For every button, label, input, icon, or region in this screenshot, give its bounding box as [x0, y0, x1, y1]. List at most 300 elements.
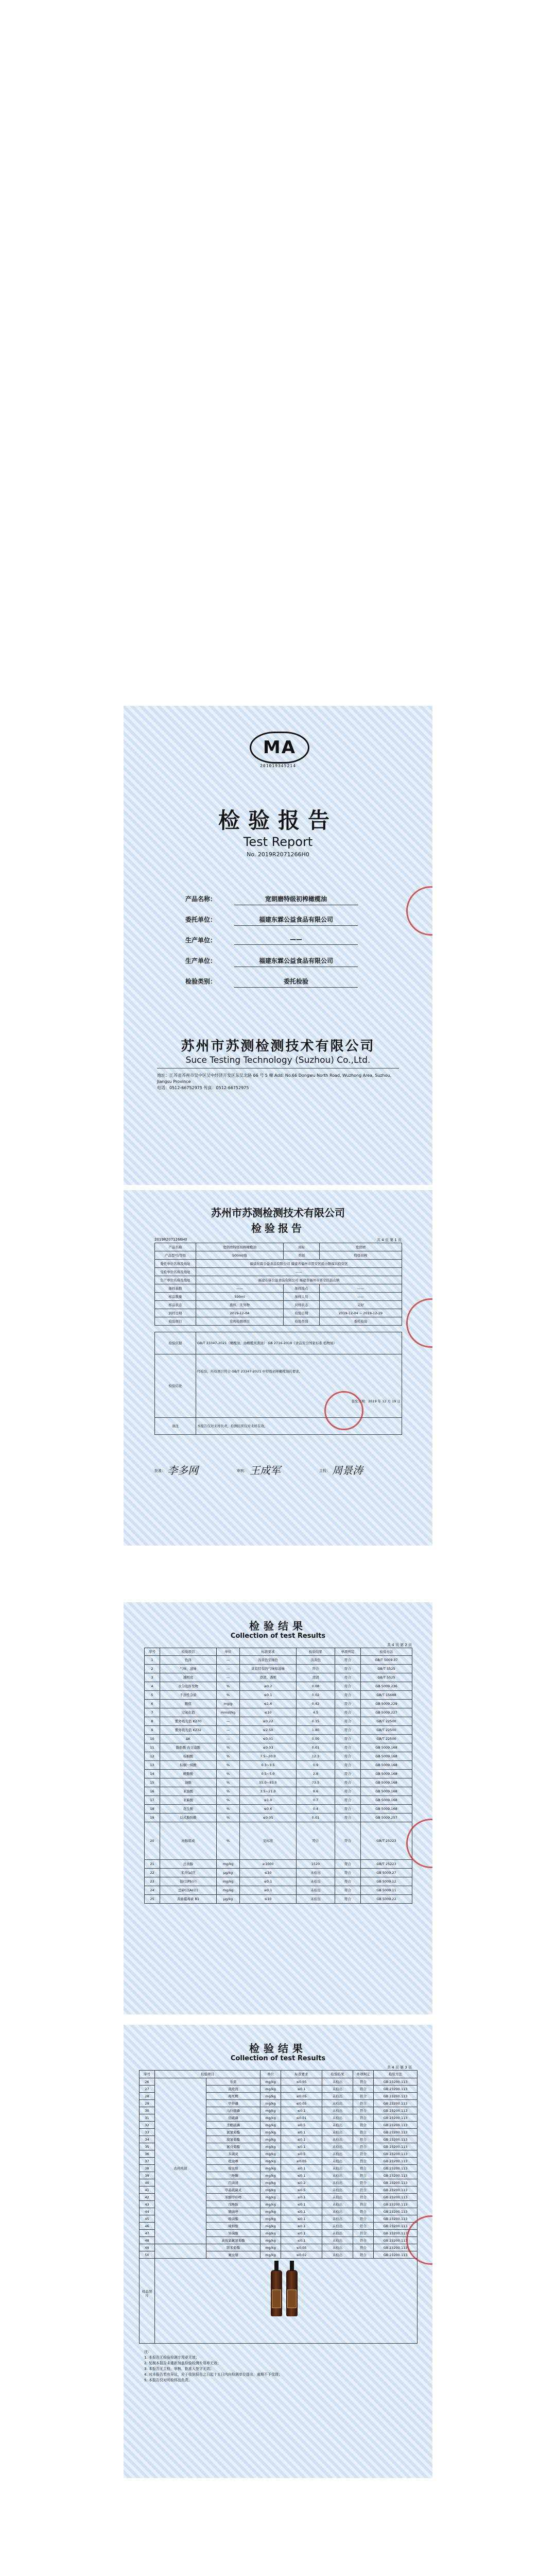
table-cell: 未检出 — [322, 2223, 353, 2230]
table-row — [145, 1726, 412, 1735]
table-cell: 1.80 — [297, 1726, 335, 1735]
table-cell: 未检出 — [297, 1886, 335, 1895]
table-cell: 24 — [145, 1886, 160, 1895]
table-cell: 40 — [140, 2179, 155, 2187]
table-row — [145, 1752, 412, 1761]
table-cell: 13 — [145, 1761, 160, 1770]
table-cell: mg/kg — [260, 2093, 281, 2100]
table-cell: 41 — [140, 2187, 155, 2194]
table-cell: 未检出 — [322, 2100, 353, 2107]
summary-value: 2019-12-04 ~ 2019-12-19 — [320, 1309, 402, 1317]
report-number: No. 2019R2071266H0 — [247, 851, 309, 858]
table-cell: mg/kg — [260, 2136, 281, 2143]
table-cell: 37 — [140, 2158, 155, 2165]
table-cell: mg/kg — [260, 2150, 281, 2158]
table-cell: mg/kg — [260, 2230, 281, 2237]
table-cell: ≤0.6 — [240, 1805, 297, 1814]
table-cell: 36 — [140, 2150, 155, 2158]
table-row — [145, 1770, 412, 1778]
column-header: 检验项目 — [160, 1648, 217, 1656]
table-cell: GB 5009.22 — [361, 1895, 412, 1904]
table-cell: 符合 — [335, 1869, 361, 1877]
table-cell: 2.8 — [297, 1770, 335, 1778]
table-cell: % — [217, 1805, 240, 1814]
table-cell: 0.01 — [297, 1814, 335, 1822]
table-row — [145, 1708, 412, 1717]
table-cell: 7.5~20.0 — [240, 1752, 297, 1761]
results-title-en: Collection of test Results — [230, 2055, 326, 2062]
table-cell: ≤0.1 — [281, 2086, 322, 2093]
table-cell: 22 — [145, 1869, 160, 1877]
basis-table — [154, 1332, 402, 1435]
approver-label: 批准： — [154, 1469, 165, 1473]
table-cell: 符合 — [353, 2244, 374, 2251]
table-cell: 未检出 — [322, 2093, 353, 2100]
table-cell: 符合 — [353, 2223, 374, 2230]
table-cell: 符合 — [353, 2136, 374, 2143]
table-cell: 腈菌唑 — [206, 2208, 260, 2215]
table-cell: GB 5009.168 — [361, 1805, 412, 1814]
table-cell: 9 — [145, 1726, 160, 1735]
table-cell: 8.6 — [297, 1787, 335, 1796]
summary-label: 检验类别 — [284, 1317, 320, 1326]
table-cell: GB 5009.236 — [361, 1682, 412, 1691]
table-cell: 未检出 — [322, 2251, 353, 2259]
table-cell: ≤0.1 — [281, 2215, 322, 2223]
table-cell: GB 23200.113 — [374, 2194, 418, 2201]
table-cell: 34 — [140, 2136, 155, 2143]
table-cell: mg/kg — [217, 1886, 240, 1895]
column-header: 标准要求 — [281, 2071, 322, 2078]
table-cell: 符合 — [353, 2150, 374, 2158]
table-cell: GB 23200.113 — [374, 2223, 418, 2230]
table-cell: 高效氯氟氰菊酯 — [206, 2237, 260, 2244]
table-cell: 棕榈酸 — [160, 1752, 217, 1761]
table-cell: 符合 — [353, 2215, 374, 2223]
field-value: 福建东霖公益食品有限公司 — [234, 956, 358, 967]
table-cell: 未检出 — [322, 2215, 353, 2223]
table-cell: 符合 — [335, 1726, 361, 1735]
table-cell: 吡虫啉 — [206, 2158, 260, 2165]
table-cell: ≤0.02 — [281, 2251, 322, 2259]
table-cell: GB/T 22500 — [361, 1726, 412, 1735]
summary-value: 液体，无异物 — [196, 1301, 284, 1309]
table-cell: 异菌脲 — [206, 2230, 260, 2237]
table-cell: mg/kg — [260, 2129, 281, 2136]
column-header: 检验项目 — [155, 2071, 260, 2078]
cover-page — [124, 706, 432, 1185]
summary-value: 特级初榨 — [320, 1251, 402, 1260]
note-item: 4. 对本报告若有异议，应于收到报告之日起十五日内向检测单位提出，逾期不予受理； — [144, 2372, 282, 2377]
table-cell: 0.01 — [297, 1743, 335, 1752]
table-cell: 0.42 — [297, 1700, 335, 1708]
table-cell: 未检出 — [297, 1895, 335, 1904]
table-cell: ≤0.1 — [281, 2230, 322, 2237]
table-cell: 3 — [145, 1673, 160, 1682]
table-cell: ≤0.01 — [281, 2114, 322, 2122]
note-item: 5. 本报告仅对所检样品负责。 — [144, 2378, 192, 2382]
table-row — [145, 1717, 412, 1726]
table-cell: 百菌清 — [206, 2179, 260, 2187]
table-row — [145, 1822, 412, 1860]
table-cell: 气味、滋味 — [160, 1665, 217, 1673]
table-cell: 符合 — [335, 1743, 361, 1752]
table-cell: 39 — [140, 2172, 155, 2179]
field-inspected-unit — [185, 933, 371, 946]
table-cell: ΔK — [160, 1735, 217, 1743]
basis-label: 检验依据 — [155, 1332, 196, 1354]
table-cell: % — [217, 1691, 240, 1700]
table-cell: 42 — [140, 2194, 155, 2201]
table-cell: 联苯菊酯 — [206, 2244, 260, 2251]
table-cell: % — [217, 1761, 240, 1770]
table-cell: GB 23200.113 — [374, 2179, 418, 2187]
table-cell: 符合 — [335, 1796, 361, 1805]
table-cell: GB/T 5525 — [361, 1673, 412, 1682]
group-label: 农药残留 — [155, 2078, 206, 2259]
table-cell: mmol/kg — [217, 1708, 240, 1717]
table-cell: GB 23200.113 — [374, 2208, 418, 2215]
table-cell: GB 23200.113 — [374, 2187, 418, 2194]
table-cell: 20 — [145, 1822, 160, 1860]
column-header: 单项判定 — [353, 2071, 374, 2078]
table-cell: 戊唑醇 — [206, 2201, 260, 2208]
field-product-name — [185, 891, 371, 905]
summary-value: 常规检测项目 — [196, 1317, 284, 1326]
table-row — [145, 1743, 412, 1752]
table-cell: 氯氰菊酯 — [206, 2129, 260, 2136]
table-cell: 4 — [145, 1682, 160, 1691]
table-cell: 11 — [145, 1743, 160, 1752]
table-cell: — — [217, 1656, 240, 1665]
summary-value: 福建东霖公益食品有限公司 福建省福州市晋安区鼓山镇 — [196, 1276, 402, 1284]
table-cell: 17 — [145, 1796, 160, 1805]
table-cell: 未检出 — [322, 2194, 353, 2201]
table-cell: 32 — [140, 2122, 155, 2129]
table-row — [145, 1814, 412, 1822]
column-header: 检验结果 — [297, 1648, 335, 1656]
table-cell: 具有特有的气味和滋味 — [240, 1665, 297, 1673]
summary-value: 2019-12-04 — [196, 1309, 284, 1317]
table-cell: GB 5009.168 — [361, 1778, 412, 1787]
table-cell: ≤0.1 — [281, 2136, 322, 2143]
table-cell: 符合 — [335, 1752, 361, 1761]
table-cell: — — [217, 1726, 240, 1735]
table-cell: 未检出 — [322, 2150, 353, 2158]
table-cell: mg/kg — [260, 2100, 281, 2107]
summary-value: —— — [320, 1284, 402, 1293]
table-cell: 符合 — [335, 1691, 361, 1700]
table-cell: 三唑酮 — [206, 2172, 260, 2179]
table-cell: GB 23200.113 — [374, 2244, 418, 2251]
table-cell: 符合 — [335, 1717, 361, 1726]
table-cell: 符合 — [335, 1822, 361, 1860]
approver-signature: 李多网 — [167, 1464, 198, 1477]
field-label: 检验类别： — [185, 978, 217, 985]
table-cell: 马拉硫磷 — [206, 2107, 260, 2114]
table-cell: 反式脂肪酸 — [160, 1814, 217, 1822]
table-cell: mg/kg — [260, 2201, 281, 2208]
table-cell: 溴氰菊酯 — [206, 2136, 260, 2143]
summary-label: 封样状态 — [284, 1301, 320, 1309]
page-indicator: 共 4 页 第 1 页 — [376, 1238, 402, 1242]
table-cell: GB/T 22500 — [361, 1735, 412, 1743]
summary-value: 福建东霖公益食品有限公司 福建省福州市晋安区鼓山镇福兴投资区 — [196, 1260, 402, 1268]
olive-oil-bottle-icon — [286, 2270, 298, 2316]
table-cell: ≤0.1 — [240, 1877, 297, 1886]
table-cell: 过氧化值 — [160, 1708, 217, 1717]
table-cell: 12.3 — [297, 1752, 335, 1761]
table-cell: mg/kg — [260, 2143, 281, 2150]
table-cell: GB 23200.113 — [374, 2143, 418, 2150]
table-cell: GB 23200.113 — [374, 2215, 418, 2223]
table-cell: 浅黄色 — [297, 1656, 335, 1665]
table-cell: 27 — [140, 2086, 155, 2093]
table-cell: 73.5 — [297, 1778, 335, 1787]
cma-code: 201019345214 — [260, 764, 296, 768]
table-cell: mg/kg — [217, 1860, 240, 1869]
table-cell: 符合 — [353, 2158, 374, 2165]
table-cell: GB 5009.168 — [361, 1770, 412, 1778]
table-cell: % — [217, 1814, 240, 1822]
table-cell: 乐果 — [206, 2078, 260, 2086]
table-cell: 紫外吸光值 K232 — [160, 1726, 217, 1735]
table-row — [145, 1805, 412, 1814]
table-cell: 未检出 — [322, 2179, 353, 2187]
table-cell: GB 5009.168 — [361, 1743, 412, 1752]
table-cell: 敌敌畏 — [206, 2086, 260, 2093]
table-cell: 未检出 — [322, 2158, 353, 2165]
table-cell: 符合 — [335, 1770, 361, 1778]
table-cell: 符合 — [353, 2187, 374, 2194]
table-cell: 未检出 — [322, 2201, 353, 2208]
table-cell: 0.15 — [297, 1717, 335, 1726]
table-cell: 12 — [145, 1752, 160, 1761]
table-cell: 符合 — [335, 1805, 361, 1814]
table-cell: 0.7 — [297, 1796, 335, 1805]
summary-value: 500ml/瓶 — [196, 1251, 284, 1260]
table-cell: 45 — [140, 2215, 155, 2223]
table-cell: ≤10 — [240, 1869, 297, 1877]
table-cell: 0.02 — [297, 1691, 335, 1700]
summary-row — [155, 1301, 402, 1309]
summary-value: 宽朗磨 — [320, 1243, 402, 1251]
table-cell: 未检出 — [322, 2244, 353, 2251]
table-cell: mg/kg — [260, 2244, 281, 2251]
table-cell: 47 — [140, 2230, 155, 2237]
table-cell: 0.3~3.5 — [240, 1761, 297, 1770]
table-cell: ≤0.1 — [281, 2143, 322, 2150]
table-cell: ≤0.1 — [281, 2194, 322, 2201]
field-label: 生产单位： — [185, 937, 217, 944]
table-cell: 28 — [140, 2093, 155, 2100]
table-cell: ≤2.50 — [240, 1726, 297, 1735]
summary-table — [154, 1243, 402, 1326]
table-cell: 符合 — [353, 2107, 374, 2114]
table-row — [145, 1796, 412, 1805]
table-cell: ≤0.1 — [281, 2201, 322, 2208]
table-cell: mg/kg — [260, 2208, 281, 2215]
table-cell: GB 23200.113 — [374, 2150, 418, 2158]
contact-text: 电话：0512-66752975 传真：0512-66752975 — [157, 1086, 249, 1090]
table-cell: GB 23200.113 — [374, 2086, 418, 2093]
table-cell: mg/kg — [260, 2165, 281, 2172]
table-cell: 符合 — [335, 1700, 361, 1708]
table-row — [145, 1860, 412, 1869]
table-cell: 符合 — [335, 1877, 361, 1886]
table-cell: 未检出 — [322, 2129, 353, 2136]
table-cell: 甲基硫菌灵 — [206, 2187, 260, 2194]
table-cell: 44 — [140, 2208, 155, 2215]
table-cell: 未检出 — [322, 2143, 353, 2150]
table-cell: 未检出 — [322, 2078, 353, 2086]
summary-label: 生产单位名称及地址 — [155, 1276, 196, 1284]
table-cell: 符合 — [353, 2194, 374, 2201]
table-cell: ≤0.1 — [240, 1691, 297, 1700]
table-cell: 33 — [140, 2129, 155, 2136]
table-cell: 49 — [140, 2244, 155, 2251]
table-cell: 符合 — [335, 1895, 361, 1904]
table-cell: ≤0.1 — [281, 2165, 322, 2172]
table-cell: 未检出 — [322, 2122, 353, 2129]
table-cell: 硬脂酸 — [160, 1770, 217, 1778]
table-cell: ≤0.1 — [281, 2172, 322, 2179]
table-cell: 46 — [140, 2223, 155, 2230]
table-cell: 0.9 — [297, 1761, 335, 1770]
summary-label: 产品名称 — [155, 1243, 196, 1251]
table-cell: 50 — [140, 2251, 155, 2259]
table-cell: 26 — [140, 2078, 155, 2086]
summary-row — [155, 1284, 402, 1293]
table-cell: mg/kg — [217, 1877, 240, 1886]
table-cell: GB 5009.229 — [361, 1700, 412, 1708]
table-cell: 未检出 — [322, 2136, 353, 2143]
table-cell: 43 — [140, 2201, 155, 2208]
table-cell: 符合 — [297, 1822, 335, 1860]
summary-label: 样品状态 — [155, 1301, 196, 1309]
column-header: 检验方法 — [374, 2071, 418, 2078]
table-cell: 符合 — [335, 1778, 361, 1787]
summary-label: 检验日期 — [284, 1309, 320, 1317]
summary-label: 委托单位名称及地址 — [155, 1260, 196, 1268]
table-cell: 符合 — [335, 1682, 361, 1691]
table-row — [145, 1895, 412, 1904]
table-row — [145, 1665, 412, 1673]
table-cell: 符合 — [335, 1761, 361, 1770]
table-row — [145, 1735, 412, 1743]
table-cell: GB 23200.113 — [374, 2093, 418, 2100]
org-name-cn: 苏州市苏测检测技术有限公司 — [211, 1207, 345, 1219]
table-cell: 脂肪酸 肉豆蔻酸 — [160, 1743, 217, 1752]
table-cell: ≤10 — [240, 1895, 297, 1904]
table-cell: 未检出 — [322, 2114, 353, 2122]
table-cell: 符合 — [335, 1656, 361, 1665]
note-item: 2. 复制本报告未重新加盖检验检测专用章无效； — [144, 2361, 221, 2365]
table-cell: 符合 — [353, 2143, 374, 2150]
table-cell: 咪鲜胺 — [206, 2223, 260, 2230]
table-cell: 油酸 — [160, 1778, 217, 1787]
table-cell: GB 23200.113 — [374, 2100, 418, 2107]
table-cell: 1520 — [297, 1860, 335, 1869]
org-address — [157, 1073, 399, 1091]
summary-row — [155, 1317, 402, 1326]
table-cell: ≤0.5 — [281, 2187, 322, 2194]
field-label: 委托单位： — [185, 916, 217, 923]
notes-title: 注： — [144, 2350, 151, 2354]
table-cell: 符合 — [353, 2208, 374, 2215]
table-cell: 花生酸 — [160, 1805, 217, 1814]
table-cell: 14 — [145, 1770, 160, 1778]
table-row — [145, 1656, 412, 1665]
table-cell: ≤0.01 — [240, 1735, 297, 1743]
table-cell: 25 — [145, 1895, 160, 1904]
table-cell: mg/kg — [260, 2172, 281, 2179]
report-summary-page — [124, 1190, 432, 1546]
table-cell: 5 — [145, 1691, 160, 1700]
column-header: 标准要求 — [240, 1648, 297, 1656]
table-cell: 氰戊菊酯 — [206, 2143, 260, 2150]
table-cell: GB/T 25223 — [361, 1860, 412, 1869]
table-row — [145, 1761, 412, 1770]
table-cell: 酸值 — [160, 1700, 217, 1708]
summary-label: 类别 — [284, 1251, 320, 1260]
table-cell: 18 — [145, 1805, 160, 1814]
table-cell: 未检出 — [297, 1869, 335, 1877]
table-cell: GB 23200.113 — [374, 2251, 418, 2259]
table-cell: 符合 — [335, 1665, 361, 1673]
table-row — [145, 1778, 412, 1787]
table-cell: 符合 — [353, 2129, 374, 2136]
table-row — [145, 1787, 412, 1796]
table-cell: mg/g — [217, 1700, 240, 1708]
table-cell: 黄曲霉毒素 B1 — [160, 1895, 217, 1904]
table-cell: ≤0.5 — [281, 2122, 322, 2129]
table-cell: GB 23200.113 — [374, 2078, 418, 2086]
org-name-cn: 苏州市苏测检测技术有限公司 — [181, 1039, 375, 1054]
table-cell: % — [217, 1822, 240, 1860]
column-header: 单位 — [260, 2071, 281, 2078]
table-cell: 棕榈一烯酸 — [160, 1761, 217, 1770]
report-title: 检验报告 — [251, 1222, 305, 1234]
table-cell: ≤0.1 — [281, 2129, 322, 2136]
table-cell: ≤0.1 — [281, 2237, 322, 2244]
table-cell: 符合 — [353, 2078, 374, 2086]
table-cell: GB 5009.227 — [361, 1708, 412, 1717]
table-cell: ≤0.05 — [281, 2093, 322, 2100]
table-cell: 嘧菌酯 — [206, 2215, 260, 2223]
field-value: —— — [234, 936, 358, 945]
table-cell: ≤0.5 — [281, 2150, 322, 2158]
column-header: 检验结果 — [322, 2071, 353, 2078]
table-cell: ≤0.05 — [281, 2078, 322, 2086]
table-cell: ≤0.03 — [240, 1743, 297, 1752]
field-value: 宽朗磨特级初榨橄榄油 — [234, 894, 358, 905]
summary-label: 抽样人员 — [284, 1293, 320, 1301]
table-cell: 澄清、透明 — [240, 1673, 297, 1682]
table-cell: GB/T 25223 — [361, 1822, 412, 1860]
field-label: 产品名称： — [185, 895, 217, 903]
table-cell: ≤0.22 — [240, 1717, 297, 1726]
table-cell: 2 — [145, 1665, 160, 1673]
page-indicator: 共 4 页 第 3 页 — [387, 2065, 412, 2070]
table-cell: ≤0.05 — [281, 2244, 322, 2251]
report-number: 2019R2071266H0 — [154, 1238, 187, 1242]
table-cell: 19 — [145, 1814, 160, 1822]
table-cell: 铅(以Pb计) — [160, 1877, 217, 1886]
table-cell: mg/kg — [260, 2086, 281, 2093]
address-text: 地址：江苏省苏州市吴中区吴中经济开发区东吴北路 66 号 5 幢 Add: No.66 Dongwu North Road, Wuzhong Area, Suzhou, Jiangsu Province — [157, 1073, 392, 1084]
table-cell: 杀螟硫磷 — [206, 2122, 260, 2129]
